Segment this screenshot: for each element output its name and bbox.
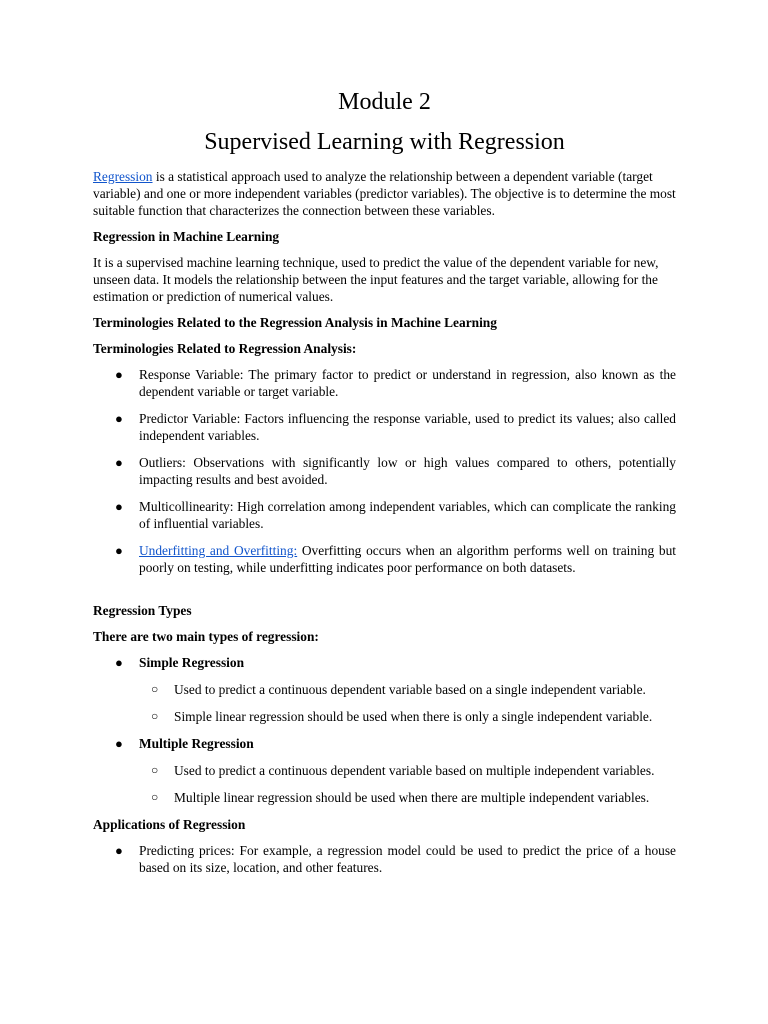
- regression-types-list: [93, 654, 676, 806]
- circle-bullet-icon: ○: [151, 682, 159, 696]
- page-title: Module 2: [338, 89, 431, 115]
- multiple-regression-sublist: [139, 762, 676, 806]
- underfitting-overfitting-link[interactable]: Underfitting and Overfitting:: [139, 543, 298, 558]
- bullet-icon: ●: [115, 736, 123, 751]
- page-subtitle: Supervised Learning with Regression: [204, 129, 565, 155]
- list-item: ● Predicting prices: For example, a regression model could be used to predict the price of a house based on its size, location, and other features.: [115, 843, 676, 875]
- multiple-regression-label: Multiple Regression: [139, 736, 254, 751]
- sub-list-item: ○ Used to predict a continuous dependent variable based on multiple independent variables.: [151, 763, 655, 778]
- list-item: ● Response Variable: The primary factor to predict or understand in regression, also known as the dependent variable or target variable.: [115, 367, 676, 399]
- sub-list-item: ○ Used to predict a continuous dependent variable based on a single independent variable.: [151, 682, 646, 697]
- bullet-icon: ●: [115, 367, 123, 382]
- bullet-icon: ●: [115, 411, 123, 426]
- circle-bullet-icon: ○: [151, 709, 159, 723]
- applications-heading: Applications of Regression: [93, 817, 246, 832]
- applications-list: [93, 842, 676, 876]
- regression-link[interactable]: Regression: [93, 169, 153, 184]
- bullet-icon: ●: [115, 455, 123, 470]
- list-item: ● Multicollinearity: High correlation among independent variables, which can complicate the ranking of influential variables.: [115, 499, 676, 531]
- terminology-heading-2: Terminologies Related to Regression Analysis:: [93, 341, 357, 356]
- list-item: ● Underfitting and Overfitting: Overfitting occurs when an algorithm performs well on training but poorly on testing, while underfitting indicates poor performance on both datasets.: [115, 543, 676, 575]
- ml-section-paragraph: It is a supervised machine learning technique, used to predict the value of the dependent variable for new, unseen data. It models the relationship between the input features and the target variable, allowing for the estimation or prediction of numerical values.: [93, 255, 659, 304]
- ml-section-heading: Regression in Machine Learning: [93, 229, 280, 244]
- intro-paragraph: [93, 168, 676, 219]
- bullet-icon: ●: [115, 655, 123, 670]
- sub-list-item: ○ Multiple linear regression should be used when there are multiple independent variables.: [151, 790, 650, 805]
- spacer: [93, 586, 676, 602]
- document-page: [93, 86, 676, 886]
- bullet-icon: ●: [115, 499, 123, 514]
- regression-types-intro: There are two main types of regression:: [93, 629, 319, 644]
- list-item: [93, 654, 676, 725]
- list-item: [93, 735, 676, 806]
- sub-list-item: ○ Simple linear regression should be used when there is only a single independent variable.: [151, 709, 653, 724]
- bullet-icon: ●: [115, 843, 123, 858]
- circle-bullet-icon: ○: [151, 790, 159, 804]
- bullet-icon: ●: [115, 543, 123, 558]
- terminology-heading-1: Terminologies Related to the Regression Analysis in Machine Learning: [93, 315, 497, 330]
- simple-regression-label: Simple Regression: [139, 655, 245, 670]
- regression-types-heading: Regression Types: [93, 603, 192, 618]
- circle-bullet-icon: ○: [151, 763, 159, 777]
- simple-regression-sublist: [139, 681, 676, 725]
- list-item: ● Predictor Variable: Factors influencing the response variable, used to predict its values; also called independent variables.: [115, 411, 676, 443]
- terminology-list: [93, 366, 676, 576]
- list-item: ● Outliers: Observations with significantly low or high values compared to others, potentially impacting results and best avoided.: [115, 455, 676, 487]
- intro-text: is a statistical approach used to analyze the relationship between a dependent variable (target variable) and one or more independent variables (predictor variables). The objective is to determine the most suitable function that characterizes the connection between these variables.: [93, 169, 676, 218]
